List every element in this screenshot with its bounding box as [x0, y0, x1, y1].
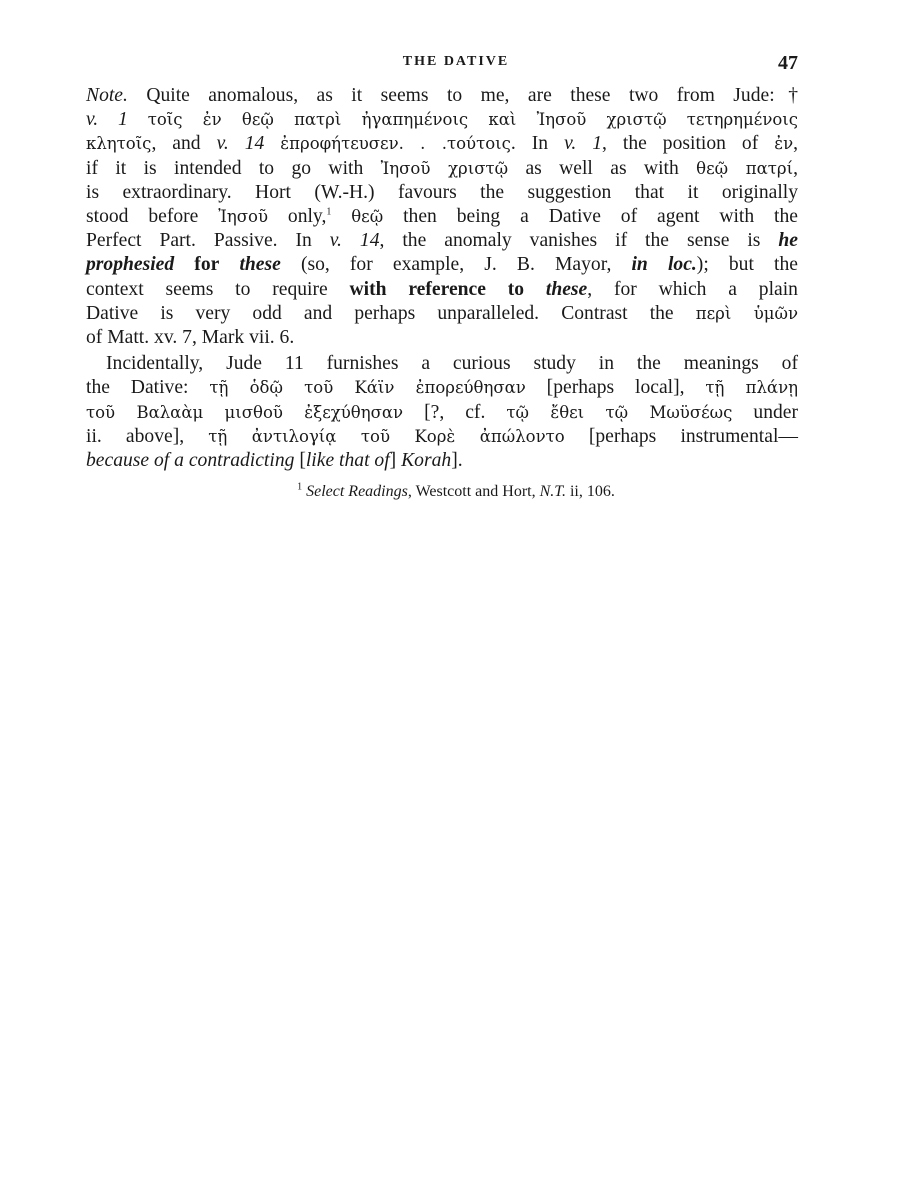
footnote-title: Select Readings: [306, 483, 408, 500]
text-line: is extraordinary. Hort (W.-H.) favours the suggestion that it originally: [86, 181, 798, 203]
text-line: Perfect Part. Passive. In v. 14, the anomaly vanishes if the sense is he: [86, 230, 798, 252]
text-line: the Dative: τῇ ὁδῷ τοῦ Κάϊν ἐπορεύθησαν [perhaps local], τῇ πλάνῃ: [86, 377, 798, 399]
text-line: v. 1 τοῖς ἐν θεῷ πατρὶ ἠγαπημένοις καὶ Ἰησοῦ χριστῷ τετηρημένοις: [86, 109, 798, 131]
body-text: [86, 84, 798, 473]
text-line: because of a contradicting [like that of] Korah].: [86, 450, 463, 472]
running-title: THE DATIVE: [402, 54, 510, 69]
footnote-ref: 1: [326, 206, 332, 218]
greek-text: τοῖς ἐν θεῷ πατρὶ ἠγαπημένοις καὶ Ἰησοῦ χριστῷ τετηρημένοις: [147, 110, 798, 130]
note-label: Note.: [86, 85, 128, 106]
text-line: if it is intended to go with Ἰησοῦ χριστῷ as well as with θεῷ πατρί,: [86, 157, 798, 179]
text-line: of Matt. xv. 7, Mark vii. 6.: [86, 327, 295, 349]
footnote: $^1$ Select Readings, Westcott and Hort, N.T. ii, 106.: [297, 481, 615, 500]
text-line: κλητοῖς, and v. 14 ἐπροφήτευσεν. . .τούτοις. In v. 1, the position of ἐν,: [86, 133, 799, 155]
text-line: context seems to require with reference to these, for which a plain: [86, 278, 798, 300]
page-header: [0, 52, 912, 80]
text-line: ii. above], τῇ ἀντιλογίᾳ τοῦ Κορὲ ἀπώλοντο [perhaps instrumental—: [86, 425, 798, 447]
page-number: 47: [778, 52, 798, 74]
text-line: Note. Quite anomalous, as it seems to me, are these two from Jude:†: [86, 85, 798, 106]
text-line: stood before Ἰησοῦ only,$^1$ θεῷ then being a Dative of agent with the: [86, 206, 798, 228]
text-line: τοῦ Βαλαὰμ μισθοῦ ἐξεχύθησαν [?, cf. τῷ ἔθει τῷ Μωϋσέως under: [86, 401, 799, 423]
text-line: Dative is very odd and perhaps unparalleled. Contrast the περὶ ὑμῶν: [86, 302, 799, 324]
text-line: Incidentally, Jude 11 furnishes a curious study in the meanings of: [106, 353, 798, 375]
text-line: prophesied for these (so, for example, J. B. Mayor, in loc.); but the: [86, 254, 798, 276]
footnote-mark: 1: [297, 481, 303, 493]
